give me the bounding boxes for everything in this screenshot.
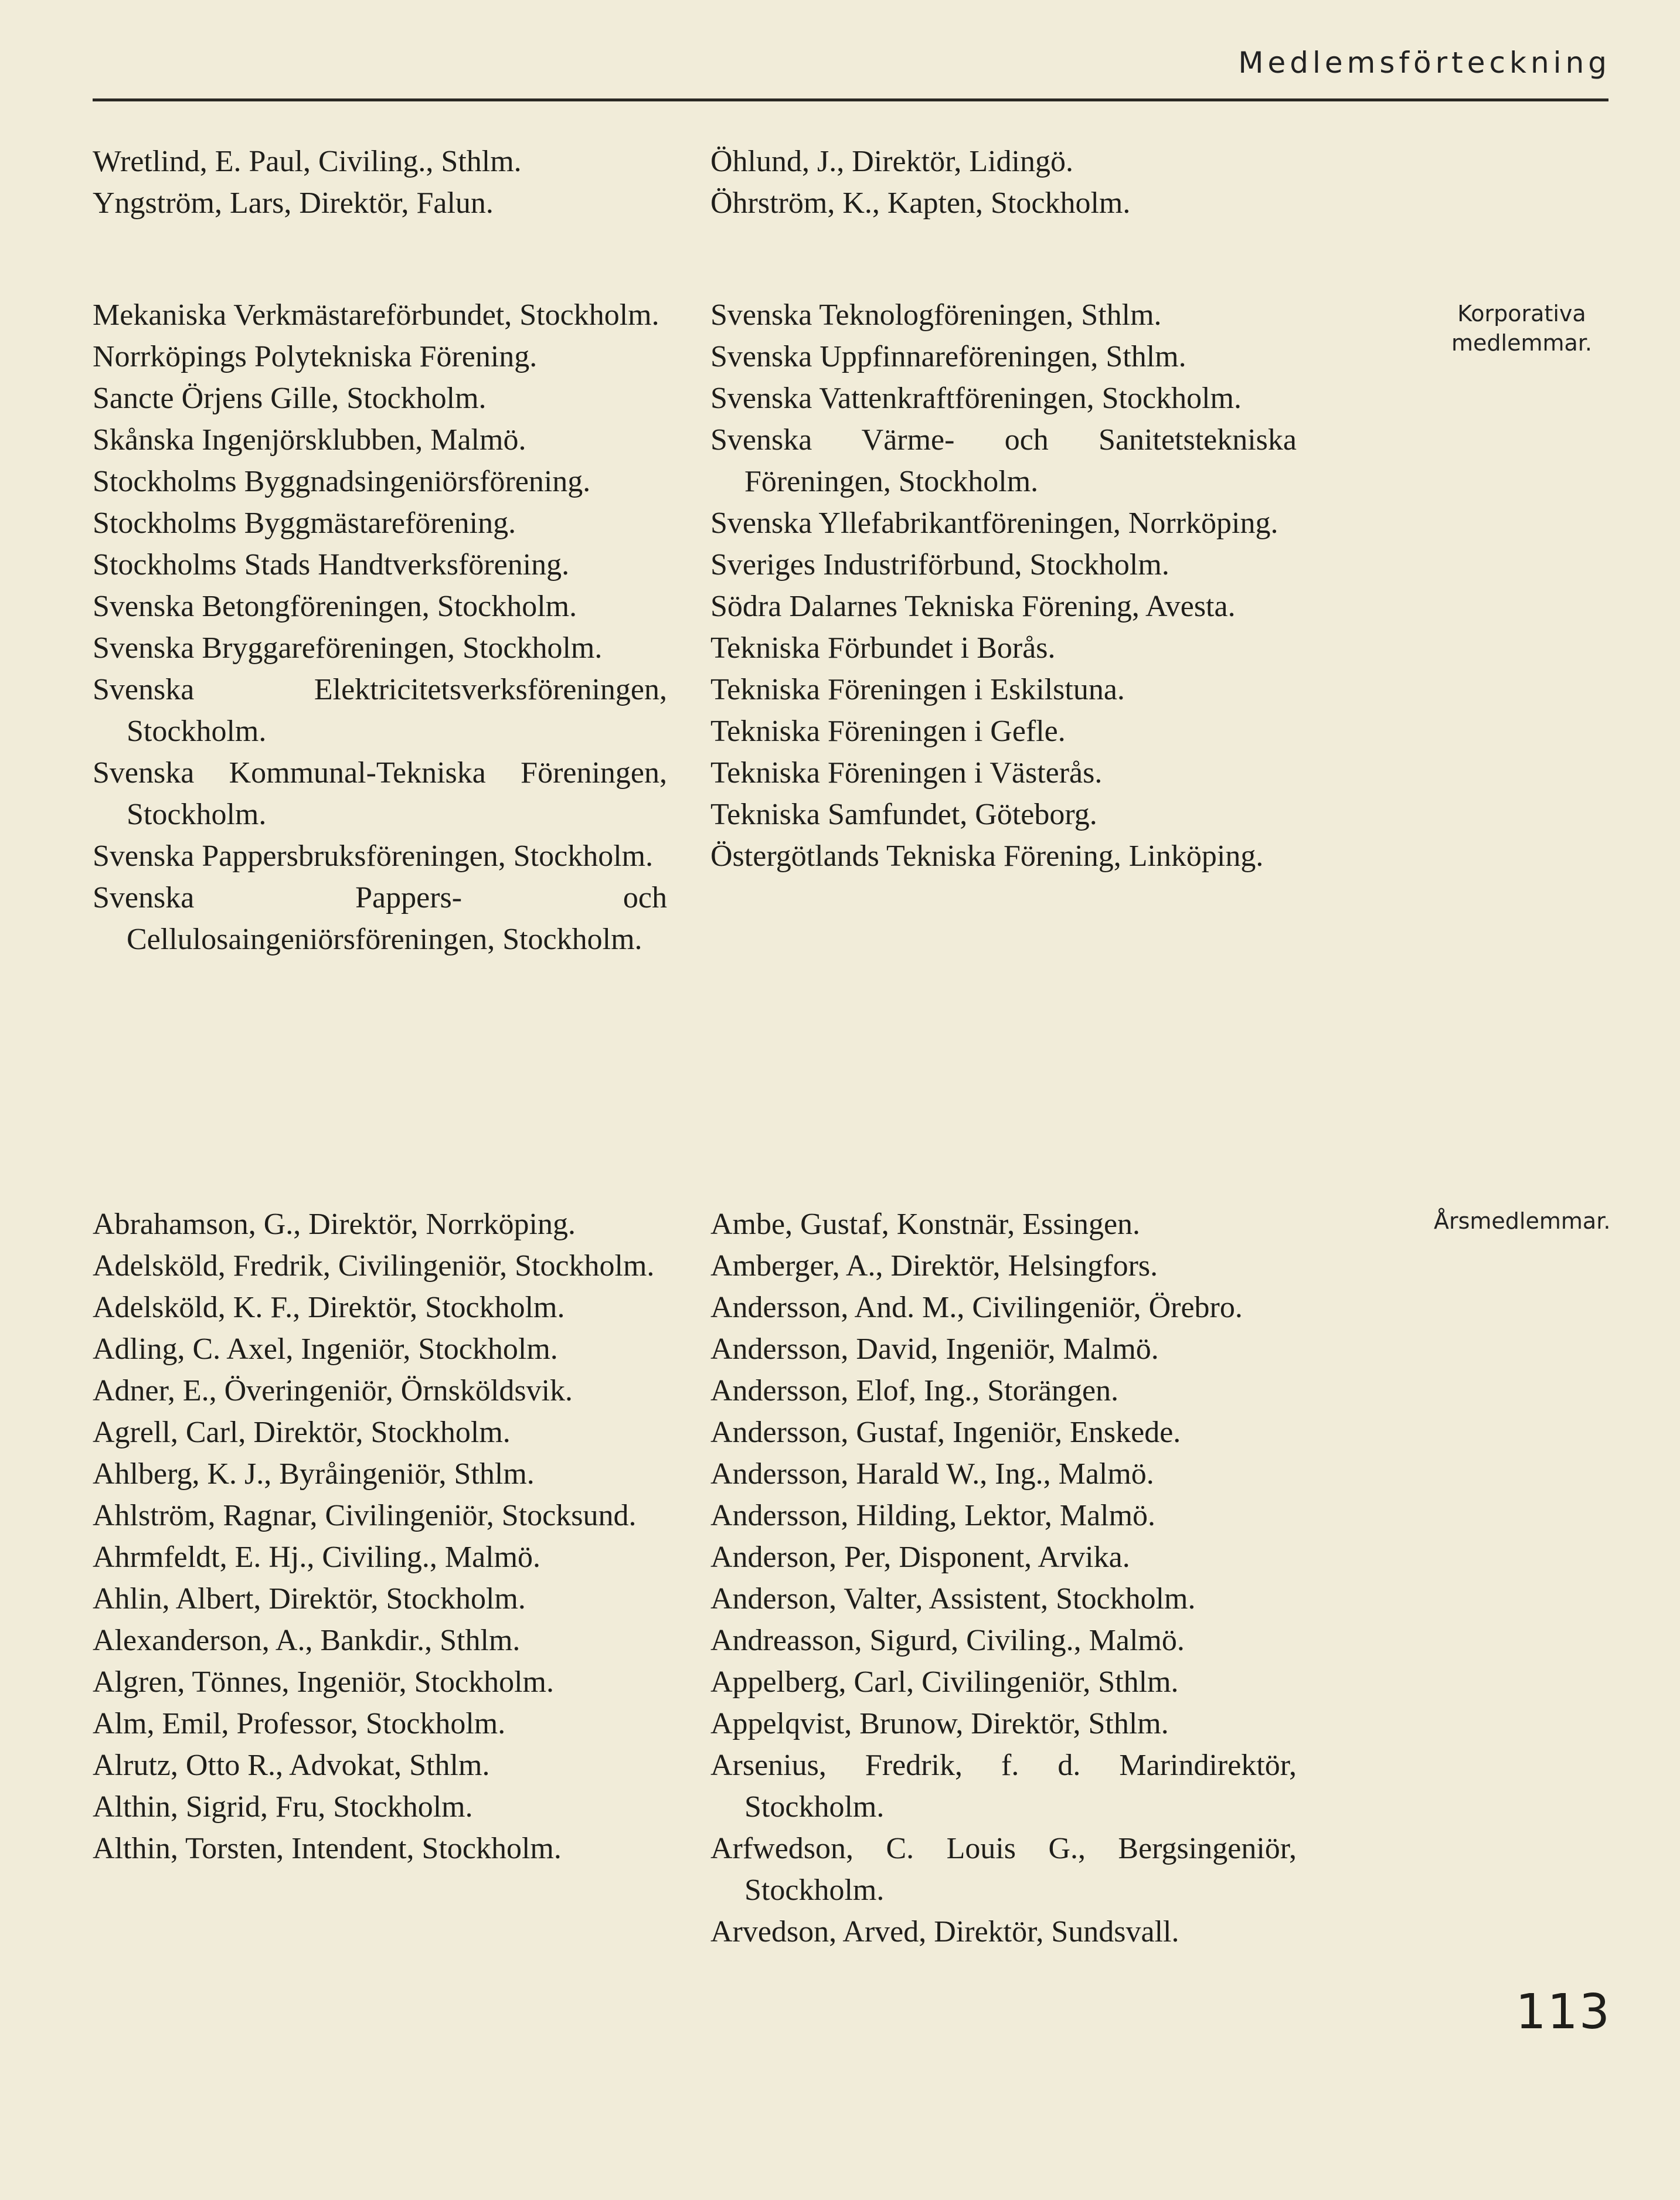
list-item: Arvedson, Arved, Direktör, Sundsvall. [710,1915,1179,1949]
list-item: Norrköpings Polytekniska Förening. [93,340,538,373]
list-item: Andreasson, Sigurd, Civiling., Malmö. [710,1624,1185,1657]
list-item: Adelsköld, Fredrik, Civilingeniör, Stockholm. [93,1249,655,1283]
list-item: Svenska Uppfinnareföreningen, Sthlm. [710,340,1186,373]
list-item: Svenska Bryggareföreningen, Stockholm. [93,631,603,665]
list-item: Agrell, Carl, Direktör, Stockholm. [93,1416,511,1449]
section-label-korporativa: Korporativa medlemmar. [1451,301,1592,356]
list-column-left [93,141,667,224]
list-item: Anderson, Valter, Assistent, Stockholm. [710,1582,1196,1616]
list-column-left [93,1203,667,1869]
list-item: Svenska Värme- och Sanitetstekniska Föreningen, Stockholm. [710,423,1297,498]
section-label-arsmedlemmar: Årsmedlemmar. [1434,1208,1611,1234]
list-item: Anderson, Per, Disponent, Arvika. [710,1541,1130,1574]
list-item: Skånska Ingenjörsklubben, Malmö. [93,423,526,457]
list-item: Appelqvist, Brunow, Direktör, Sthlm. [710,1707,1169,1740]
list-item: Andersson, Harald W., Ing., Malmö. [710,1457,1154,1491]
running-head: Medlemsförteckning [1238,46,1611,80]
list-item: Svenska Kommunal-Tekniska Föreningen, Stockholm. [93,756,667,831]
list-item: Arsenius, Fredrik, f. d. Marindirektör, Stockholm. [710,1749,1297,1824]
list-item: Tekniska Föreningen i Västerås. [710,756,1103,790]
list-item: Tekniska Föreningen i Eskilstuna. [710,673,1125,706]
list-item: Sveriges Industriförbund, Stockholm. [710,548,1169,582]
list-item: Svenska Teknologföreningen, Sthlm. [710,298,1162,332]
list-item: Adling, C. Axel, Ingeniör, Stockholm. [93,1332,558,1366]
list-item: Svenska Yllefabrikantföreningen, Norrköping. [710,506,1278,540]
list-item: Stockholms Stads Handtverksförening. [93,548,570,582]
list-item: Svenska Vattenkraftföreningen, Stockholm. [710,382,1242,415]
list-item: Sancte Örjens Gille, Stockholm. [93,382,487,415]
list-column-right [710,141,1297,224]
list-item: Amberger, A., Direktör, Helsingfors. [710,1249,1158,1283]
list-item: Appelberg, Carl, Civilingeniör, Sthlm. [710,1665,1179,1699]
list-item: Adner, E., Överingeniör, Örnsköldsvik. [93,1374,573,1407]
list-column-right [710,294,1297,877]
list-item: Ahlström, Ragnar, Civilingeniör, Stocksund. [93,1499,637,1532]
list-column-left [93,294,667,960]
list-item: Tekniska Samfundet, Göteborg. [710,798,1097,831]
list-item: Adelsköld, K. F., Direktör, Stockholm. [93,1291,565,1324]
list-item: Mekaniska Verkmästareförbundet, Stockholm. [93,298,659,332]
list-item: Svenska Elektricitetsverksföreningen, Stockholm. [93,673,667,748]
list-item: Wretlind, E. Paul, Civiling., Sthlm. [93,145,522,178]
list-item: Alrutz, Otto R., Advokat, Sthlm. [93,1749,490,1782]
list-item: Andersson, David, Ingeniör, Malmö. [710,1332,1159,1366]
list-item: Tekniska Förbundet i Borås. [710,631,1056,665]
list-item: Södra Dalarnes Tekniska Förening, Avesta. [710,590,1236,623]
page-number: 113 [1515,1984,1611,2040]
list-item: Abrahamson, G., Direktör, Norrköping. [93,1208,576,1241]
list-item: Algren, Tönnes, Ingeniör, Stockholm. [93,1665,554,1699]
list-item: Alm, Emil, Professor, Stockholm. [93,1707,506,1740]
list-item: Öhlund, J., Direktör, Lidingö. [710,145,1073,178]
list-item: Ambe, Gustaf, Konstnär, Essingen. [710,1208,1141,1241]
list-column-right [710,1203,1297,1953]
list-item: Stockholms Byggmästareförening. [93,506,516,540]
list-item: Andersson, Hilding, Lektor, Malmö. [710,1499,1156,1532]
list-item: Ahrmfeldt, E. Hj., Civiling., Malmö. [93,1541,541,1574]
list-item: Öhrström, K., Kapten, Stockholm. [710,186,1131,220]
list-item: Stockholms Byggnadsingeniörsförening. [93,465,591,498]
list-item: Svenska Pappers- och Cellulosaingeniörsföreningen, Stockholm. [93,881,667,956]
list-item: Arfwedson, C. Louis G., Bergsingeniör, Stockholm. [710,1832,1297,1907]
list-item: Althin, Torsten, Intendent, Stockholm. [93,1832,562,1865]
list-item: Tekniska Föreningen i Gefle. [710,715,1066,748]
list-item: Andersson, Elof, Ing., Storängen. [710,1374,1119,1407]
list-item: Svenska Betongföreningen, Stockholm. [93,590,577,623]
list-item: Andersson, Gustaf, Ingeniör, Enskede. [710,1416,1181,1449]
list-item: Östergötlands Tekniska Förening, Linköping. [710,839,1264,873]
list-item: Althin, Sigrid, Fru, Stockholm. [93,1790,473,1824]
header-rule [93,98,1608,101]
list-item: Ahlberg, K. J., Byråingeniör, Sthlm. [93,1457,535,1491]
list-item: Alexanderson, A., Bankdir., Sthlm. [93,1624,521,1657]
list-item: Yngström, Lars, Direktör, Falun. [93,186,494,220]
list-item: Ahlin, Albert, Direktör, Stockholm. [93,1582,526,1616]
list-item: Andersson, And. M., Civilingeniör, Örebro. [710,1291,1243,1324]
list-item: Svenska Pappersbruksföreningen, Stockholm. [93,839,654,873]
